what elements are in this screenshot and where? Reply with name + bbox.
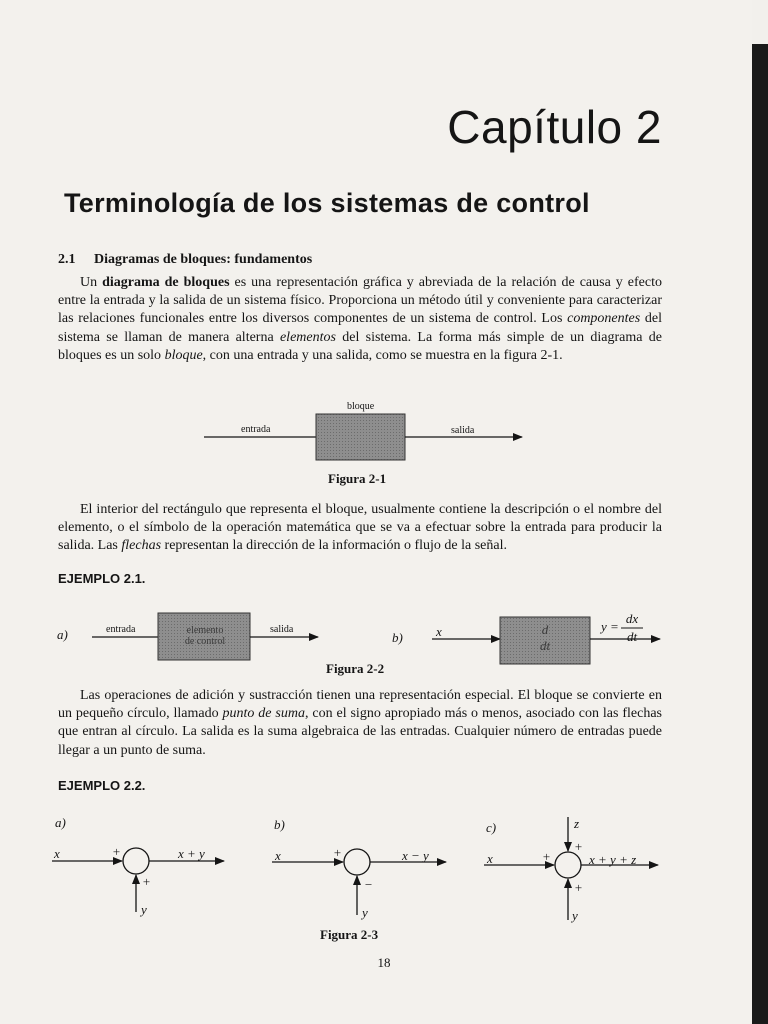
block-text xyxy=(163,625,247,647)
block-text-line: elemento xyxy=(186,625,224,636)
output-numerator: dx xyxy=(625,611,639,626)
paragraph-3 xyxy=(58,687,662,760)
sign-label: + xyxy=(333,845,342,860)
output-label: x + y xyxy=(178,846,205,861)
text-run: del sistema se llaman de manera alterna xyxy=(58,311,662,345)
output-label: x + y + z xyxy=(589,852,637,867)
block-denominator: dt xyxy=(539,638,551,653)
sign-label: + xyxy=(542,849,551,864)
figure-2-3c xyxy=(484,817,658,920)
italic-term: elementos xyxy=(279,329,336,345)
text-run: , con una entrada y una salida, como se muestra en la figura 2-1. xyxy=(202,347,563,363)
text-run: Las operaciones de adición y sustracción tienen una representación especial. El bloque se convierte en un pequeño círculo, llamado xyxy=(58,688,662,722)
text-run: representan la dirección de la información o flujo de la señal. xyxy=(161,538,507,554)
output-lhs: y = xyxy=(601,619,619,634)
output-label: x − y xyxy=(402,848,429,863)
italic-term: punto de suma xyxy=(222,706,305,722)
italic-term: flechas xyxy=(121,538,162,554)
chapter-heading: Capítulo 2 xyxy=(447,101,662,153)
chapter-title: Terminología de los sistemas de control xyxy=(64,188,590,218)
output-denominator: dt xyxy=(626,629,638,644)
text-run: del sistema. La forma más simple de un diagrama de bloques es un solo xyxy=(58,329,662,363)
summing-point xyxy=(123,848,149,874)
sign-label: + xyxy=(112,844,121,859)
summing-point xyxy=(344,849,370,875)
subfigure-tag: c) xyxy=(486,820,497,835)
block-text-line: de control xyxy=(184,636,226,647)
block-label: bloque xyxy=(347,401,375,412)
input-y-label: y xyxy=(362,905,368,920)
input-label: entrada xyxy=(106,624,136,635)
block-numerator: d xyxy=(541,622,549,637)
figure-caption: Figura 2-3 xyxy=(320,927,379,942)
figure-2-1 xyxy=(204,414,522,460)
example-heading: EJEMPLO 2.1. xyxy=(58,571,146,586)
output-label: salida xyxy=(270,624,294,635)
bold-term: diagrama de bloques xyxy=(102,275,230,290)
input-x-label: x xyxy=(275,848,281,863)
sign-label: − xyxy=(364,877,373,892)
section-title: Diagramas de bloques: fundamentos xyxy=(94,252,313,267)
sign-label: + xyxy=(574,839,583,854)
italic-term: componentes xyxy=(567,311,641,327)
block-text xyxy=(500,622,590,654)
italic-term: bloque xyxy=(164,347,203,363)
subfigure-tag: b) xyxy=(274,817,285,832)
input-x-label: x xyxy=(54,846,60,861)
sign-label: + xyxy=(142,874,151,889)
section-number: 2.1 xyxy=(58,252,76,267)
paragraph-2 xyxy=(58,501,662,556)
sign-label: + xyxy=(574,880,583,895)
summing-point xyxy=(555,852,581,878)
text-run: es una representación gráfica y abreviada de la relación de causa y efecto entre la entrada y la salida de un sistema físico. Proporciona un método útil y conveniente para caracterizar las relaciones funcionales entre los diversos componentes de un sistema de control. Los xyxy=(58,275,662,327)
block-rectangle xyxy=(316,414,405,460)
input-label: entrada xyxy=(241,424,271,435)
text-run: , con el signo apropiado más o menos, asociado con las flechas que entran al círculo. La salida es la suma algebraica de las entradas. Cualquier número de entradas puede llegar a un punto de suma. xyxy=(58,706,662,758)
example-heading: EJEMPLO 2.2. xyxy=(58,778,146,793)
figure-caption: Figura 2-1 xyxy=(328,471,387,486)
page-number: 18 xyxy=(377,955,391,970)
text-run: Un xyxy=(80,275,103,290)
input-label: x xyxy=(436,624,442,639)
subfigure-tag: a) xyxy=(55,815,66,830)
subfigure-tag: b) xyxy=(392,630,403,645)
input-x-label: x xyxy=(487,851,493,866)
subfigure-tag: a) xyxy=(57,627,68,642)
text-run: El interior del rectángulo que representa el bloque, usualmente contiene la descripción o el nombre del elemento, o el símbolo de la operación matemática que se va a efectuar sobre la entrada para producir la salida. Las xyxy=(58,502,662,554)
output-label: salida xyxy=(451,425,475,436)
figure-caption: Figura 2-2 xyxy=(326,661,385,676)
input-z-label: z xyxy=(574,816,580,831)
input-y-label: y xyxy=(141,902,147,917)
input-y-label: y xyxy=(572,908,578,923)
